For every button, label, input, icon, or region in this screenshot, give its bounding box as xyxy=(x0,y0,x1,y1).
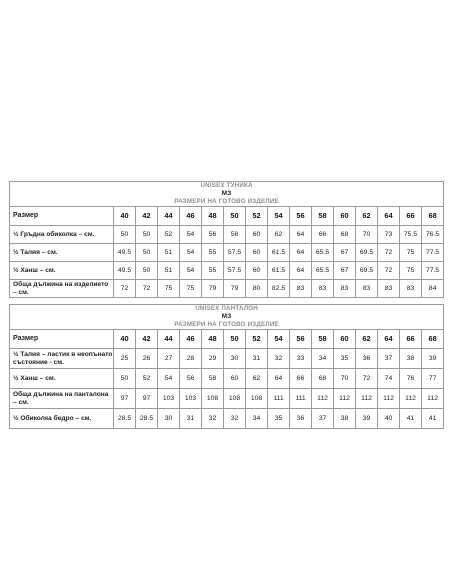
measurement-value: 84 xyxy=(422,280,444,298)
size-header-cell: 44 xyxy=(158,207,180,226)
measurement-row xyxy=(10,409,444,429)
size-header-cell: 62 xyxy=(356,330,378,349)
measurement-value: 55 xyxy=(202,244,224,262)
tunic-size-table xyxy=(9,181,444,298)
measurement-value: 54 xyxy=(180,262,202,280)
measurement-value: 70 xyxy=(334,369,356,389)
measurement-row xyxy=(10,226,444,244)
measurement-value: 26 xyxy=(136,349,158,369)
size-header-cell: 52 xyxy=(246,330,268,349)
measurement-value: 35 xyxy=(334,349,356,369)
measurement-value: 83 xyxy=(290,280,312,298)
measurement-value: 72 xyxy=(356,369,378,389)
measurement-value: 61.5 xyxy=(268,262,290,280)
measurement-value: 67 xyxy=(334,262,356,280)
measurement-value: 72 xyxy=(136,280,158,298)
measurement-value: 50 xyxy=(136,226,158,244)
measurement-row xyxy=(10,389,444,409)
measurement-value: 111 xyxy=(290,389,312,409)
measurement-value: 112 xyxy=(312,389,334,409)
table-subtitle-row xyxy=(10,190,444,198)
size-header-cell: 58 xyxy=(312,207,334,226)
measurement-value: 34 xyxy=(246,409,268,429)
size-header-row xyxy=(10,207,444,226)
measurement-value: 97 xyxy=(136,389,158,409)
measurement-value: 51 xyxy=(158,262,180,280)
measurement-label: Обща дължина на изделието – см. xyxy=(10,280,114,298)
measurement-value: 77.5 xyxy=(422,262,444,280)
measurement-value: 67 xyxy=(334,244,356,262)
measurement-value: 112 xyxy=(400,389,422,409)
measurement-value: 112 xyxy=(356,389,378,409)
measurement-value: 69.5 xyxy=(356,244,378,262)
size-header-cell: 64 xyxy=(378,330,400,349)
measurement-value: 61.5 xyxy=(268,244,290,262)
measurement-value: 34 xyxy=(312,349,334,369)
size-header-cell: 60 xyxy=(334,330,356,349)
measurement-value: 64 xyxy=(290,262,312,280)
measurement-value: 68 xyxy=(334,226,356,244)
measurement-value: 37 xyxy=(378,349,400,369)
measurement-value: 36 xyxy=(356,349,378,369)
measurement-value: 39 xyxy=(422,349,444,369)
size-header-label: Размер xyxy=(10,330,114,349)
measurement-value: 66 xyxy=(312,226,334,244)
measurement-value: 41 xyxy=(422,409,444,429)
measurement-value: 54 xyxy=(180,244,202,262)
size-header-cell: 50 xyxy=(224,207,246,226)
size-header-cell: 48 xyxy=(202,330,224,349)
measurement-label: ½ Ханш – см. xyxy=(10,369,114,389)
measurement-value: 35 xyxy=(268,409,290,429)
size-header-cell: 66 xyxy=(400,207,422,226)
measurement-value: 112 xyxy=(422,389,444,409)
measurement-value: 103 xyxy=(180,389,202,409)
measurement-value: 28.5 xyxy=(136,409,158,429)
measurement-value: 58 xyxy=(224,226,246,244)
measurement-value: 72 xyxy=(114,280,136,298)
measurement-value: 75 xyxy=(400,244,422,262)
table-caption-row xyxy=(10,198,444,207)
measurement-value: 75 xyxy=(180,280,202,298)
measurement-label: ½ Талия – ластик в неопънато състояние - см. xyxy=(10,349,114,369)
measurement-value: 51 xyxy=(158,244,180,262)
measurement-value: 77.5 xyxy=(422,244,444,262)
measurement-value: 68 xyxy=(312,369,334,389)
measurement-value: 112 xyxy=(334,389,356,409)
measurement-value: 75 xyxy=(400,262,422,280)
measurement-value: 32 xyxy=(268,349,290,369)
measurement-value: 72 xyxy=(378,244,400,262)
measurement-value: 56 xyxy=(202,226,224,244)
measurement-value: 50 xyxy=(114,226,136,244)
measurement-value: 64 xyxy=(268,369,290,389)
measurement-value: 32 xyxy=(202,409,224,429)
table-title: UNISEX ПАНТАЛОН xyxy=(10,305,444,314)
measurement-value: 50 xyxy=(136,244,158,262)
size-header-cell: 68 xyxy=(422,207,444,226)
table-subtitle-row xyxy=(10,313,444,321)
measurement-value: 111 xyxy=(268,389,290,409)
table-subtitle: МЗ xyxy=(10,190,444,198)
measurement-value: 41 xyxy=(400,409,422,429)
measurement-value: 60 xyxy=(224,369,246,389)
size-header-cell: 40 xyxy=(114,330,136,349)
size-header-cell: 60 xyxy=(334,207,356,226)
measurement-label: ½ Ханш – см. xyxy=(10,262,114,280)
size-header-cell: 48 xyxy=(202,207,224,226)
size-chart-sheet xyxy=(9,181,443,429)
size-header-cell: 50 xyxy=(224,330,246,349)
measurement-value: 83 xyxy=(312,280,334,298)
measurement-value: 112 xyxy=(378,389,400,409)
size-header-cell: 58 xyxy=(312,330,334,349)
measurement-row xyxy=(10,244,444,262)
measurement-value: 76 xyxy=(400,369,422,389)
measurement-value: 25 xyxy=(114,349,136,369)
measurement-label: ½ Талия – см. xyxy=(10,244,114,262)
measurement-row xyxy=(10,369,444,389)
measurement-label: Обща дължина на панталона – см. xyxy=(10,389,114,409)
size-header-cell: 54 xyxy=(268,207,290,226)
measurement-value: 31 xyxy=(246,349,268,369)
table-caption-row xyxy=(10,321,444,330)
size-header-cell: 46 xyxy=(180,207,202,226)
measurement-value: 52 xyxy=(136,369,158,389)
measurement-value: 40 xyxy=(378,409,400,429)
measurement-value: 57.5 xyxy=(224,262,246,280)
table-title-row xyxy=(10,305,444,314)
measurement-value: 62 xyxy=(246,369,268,389)
measurement-value: 73 xyxy=(378,226,400,244)
measurement-value: 65.5 xyxy=(312,262,334,280)
table-title-row xyxy=(10,182,444,191)
measurement-row xyxy=(10,349,444,369)
measurement-value: 79 xyxy=(202,280,224,298)
size-header-cell: 40 xyxy=(114,207,136,226)
measurement-value: 65.5 xyxy=(312,244,334,262)
measurement-value: 58 xyxy=(202,369,224,389)
measurement-value: 103 xyxy=(158,389,180,409)
measurement-value: 64 xyxy=(290,226,312,244)
size-header-cell: 54 xyxy=(268,330,290,349)
size-header-cell: 44 xyxy=(158,330,180,349)
measurement-value: 60 xyxy=(246,262,268,280)
measurement-value: 83 xyxy=(334,280,356,298)
table-caption: РАЗМЕРИ НА ГОТОВО ИЗДЕЛИЕ xyxy=(10,321,444,330)
measurement-value: 28 xyxy=(180,349,202,369)
size-header-cell: 42 xyxy=(136,207,158,226)
measurement-value: 38 xyxy=(400,349,422,369)
size-header-cell: 56 xyxy=(290,330,312,349)
measurement-value: 108 xyxy=(224,389,246,409)
measurement-value: 30 xyxy=(158,409,180,429)
measurement-value: 62 xyxy=(268,226,290,244)
table-title: UNISEX ТУНИКА xyxy=(10,182,444,191)
table-caption: РАЗМЕРИ НА ГОТОВО ИЗДЕЛИЕ xyxy=(10,198,444,207)
measurement-value: 60 xyxy=(246,226,268,244)
measurement-label: ½ Обиколка бедро – см. xyxy=(10,409,114,429)
size-header-cell: 66 xyxy=(400,330,422,349)
measurement-value: 66 xyxy=(290,369,312,389)
measurement-row xyxy=(10,262,444,280)
size-header-cell: 62 xyxy=(356,207,378,226)
measurement-value: 64 xyxy=(290,244,312,262)
size-header-cell: 46 xyxy=(180,330,202,349)
measurement-value: 50 xyxy=(136,262,158,280)
measurement-value: 36 xyxy=(290,409,312,429)
measurement-value: 75 xyxy=(158,280,180,298)
measurement-value: 55 xyxy=(202,262,224,280)
measurement-value: 69.5 xyxy=(356,262,378,280)
measurement-value: 77 xyxy=(422,369,444,389)
measurement-value: 32 xyxy=(224,409,246,429)
measurement-value: 83 xyxy=(378,280,400,298)
measurement-value: 72 xyxy=(378,262,400,280)
measurement-value: 56 xyxy=(180,369,202,389)
measurement-value: 38 xyxy=(334,409,356,429)
measurement-value: 31 xyxy=(180,409,202,429)
measurement-value: 83 xyxy=(356,280,378,298)
measurement-value: 80 xyxy=(246,280,268,298)
measurement-value: 54 xyxy=(180,226,202,244)
measurement-value: 29 xyxy=(202,349,224,369)
size-header-row xyxy=(10,330,444,349)
measurement-value: 54 xyxy=(158,369,180,389)
measurement-value: 28.5 xyxy=(114,409,136,429)
size-header-cell: 64 xyxy=(378,207,400,226)
measurement-value: 60 xyxy=(246,244,268,262)
measurement-value: 39 xyxy=(356,409,378,429)
measurement-value: 108 xyxy=(202,389,224,409)
measurement-value: 76.5 xyxy=(422,226,444,244)
measurement-value: 79 xyxy=(224,280,246,298)
measurement-value: 83 xyxy=(400,280,422,298)
measurement-value: 49.5 xyxy=(114,262,136,280)
measurement-value: 27 xyxy=(158,349,180,369)
measurement-value: 97 xyxy=(114,389,136,409)
measurement-value: 50 xyxy=(114,369,136,389)
measurement-value: 75.5 xyxy=(400,226,422,244)
measurement-value: 30 xyxy=(224,349,246,369)
pants-size-table xyxy=(9,304,444,429)
measurement-value: 57.5 xyxy=(224,244,246,262)
measurement-value: 70 xyxy=(356,226,378,244)
measurement-value: 37 xyxy=(312,409,334,429)
measurement-value: 52 xyxy=(158,226,180,244)
size-header-cell: 68 xyxy=(422,330,444,349)
table-subtitle: МЗ xyxy=(10,313,444,321)
measurement-row xyxy=(10,280,444,298)
size-header-label: Размер xyxy=(10,207,114,226)
size-header-cell: 42 xyxy=(136,330,158,349)
size-header-cell: 52 xyxy=(246,207,268,226)
measurement-value: 74 xyxy=(378,369,400,389)
measurement-value: 49.5 xyxy=(114,244,136,262)
measurement-value: 82.5 xyxy=(268,280,290,298)
size-header-cell: 56 xyxy=(290,207,312,226)
measurement-value: 108 xyxy=(246,389,268,409)
measurement-value: 33 xyxy=(290,349,312,369)
measurement-label: ½ Гръдна обиколка – см. xyxy=(10,226,114,244)
